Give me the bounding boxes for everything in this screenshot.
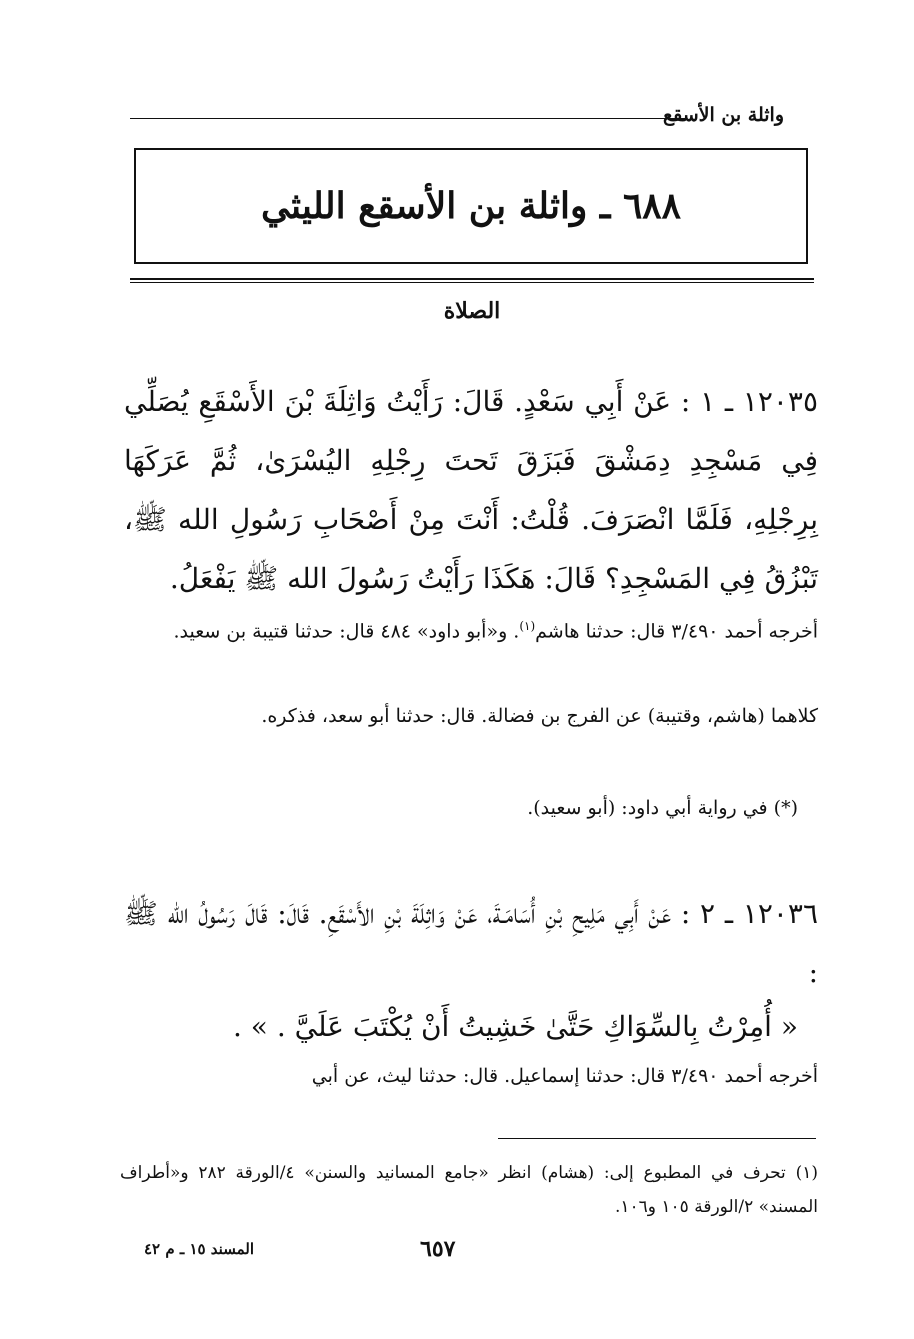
header-rule — [130, 118, 686, 119]
title-double-rule — [130, 278, 814, 283]
section-heading: الصلاة — [443, 298, 501, 324]
footnote-rule — [498, 1138, 816, 1139]
hadith-2-takhrij: أخرجه أحمد ٣/٤٩٠ قال: حدثنا إسماعيل. قال: حدثنا ليث، عن أبي — [311, 1065, 818, 1087]
hadith-1-takhrij-2: كلاهما (هاشم، وقتيبة) عن الفرج بن فضالة. قال: حدثنا أبو سعد، فذكره. — [261, 705, 818, 727]
page-number: ٦٥٧ — [420, 1236, 456, 1262]
hadith-1-text: ١٢٠٣٥ ـ ١ : عَنْ أَبِي سَعْدٍ. قَالَ: رَأَيْتُ وَاثِلَةَ بْنَ الأَسْقَعِ يُصَلِّي فِي مَسْجِدِ دِمَشْقَ فَبَزَقَ تَحتَ رِجْلِهِ اليُسْرَىٰ، ثُمَّ عَرَكَهَا بِرِجْلِهِ، فَلَمَّا انْصَرَفَ. قُلْتُ: أَنْتَ مِنْ أَصْحَابِ رَسُولِ الله ﷺ، تَبْزُقُ فِي المَسْجِدِ؟ قَالَ: هَكَذَا رَأَيْتُ رَسُولَ الله ﷺ يَفْعَلُ. — [124, 385, 818, 595]
takhrij-1-text: أخرجه أحمد ٣/٤٩٠ قال: حدثنا هاشم — [535, 620, 818, 643]
chapter-title: ٦٨٨ ـ واثلة بن الأسقع الليثي — [261, 185, 681, 227]
footnote-ref: (١) — [519, 619, 536, 633]
footnote-1: (١) تحرف في المطبوع إلى: (هشام) انظر «جامع المسانيد والسنن» ٤/الورقة ٢٨٢ و«أطراف المسند» ٢/الورقة ١٠٥ و١٠٦. — [120, 1163, 818, 1217]
hadith-1-takhrij-1 — [124, 610, 818, 648]
signature-mark: المسند ١٥ ـ م ٤٢ — [143, 1240, 254, 1258]
takhrij-1-tail: . و«أبو داود» ٤٨٤ قال: حدثنا قتيبة بن سعيد. — [173, 620, 520, 643]
running-header: واثلة بن الأسقع — [663, 104, 784, 126]
hadith-2-text: ١٢٠٣٦ ـ ٢ : عَنْ أَبِي مَلِيحِ بْنِ أُسَامَـةَ، عَنْ وَاثِلَةَ بْنِ الأَسْقَعِ. قَالَ: قَالَ رَسُولُ الله ﷺ : — [124, 897, 818, 989]
chapter-title-box — [134, 148, 808, 264]
hadith-2-quote: « أُمِرْتُ بِالسِّوَاكِ حَتَّىٰ خَشِيتُ أَنْ يُكْتَبَ عَلَيَّ . » . — [233, 1010, 798, 1043]
hadith-1-note: (*) في رواية أبي داود: (أبو سعيد). — [527, 797, 798, 819]
